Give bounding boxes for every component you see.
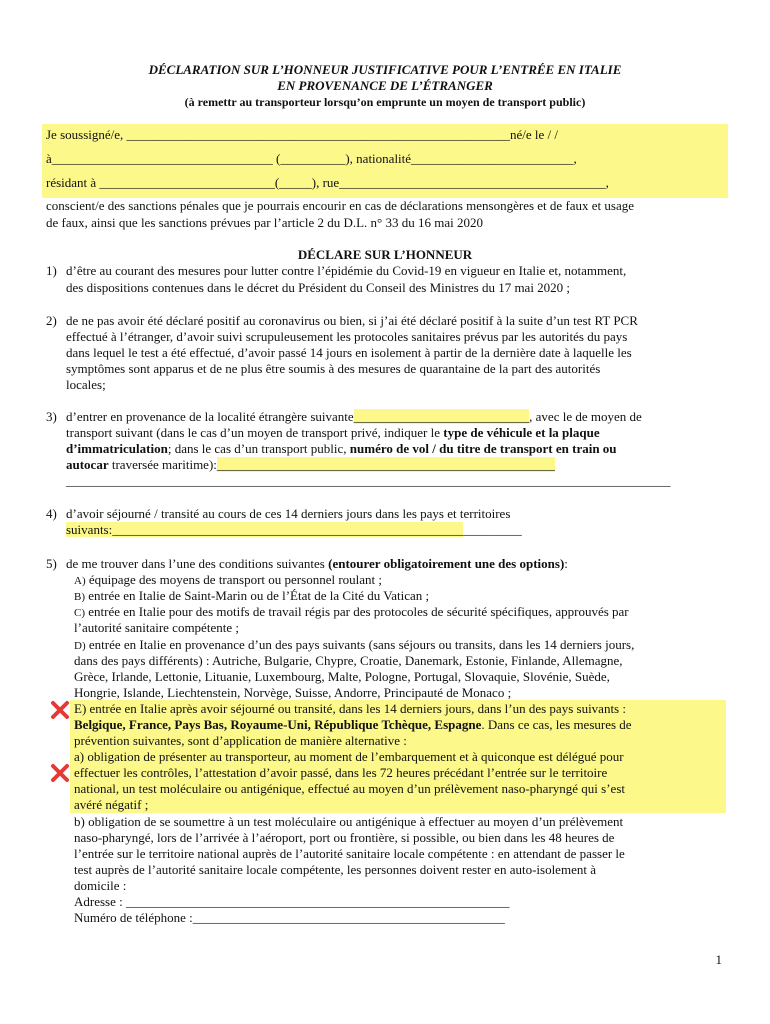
item2-line2: effectué à l’étranger, d’avoir suivi scrupuleusement les protocoles sanitaires prévus par les autorités du pays <box>66 329 628 344</box>
item4-line2 <box>66 522 522 538</box>
countries-visited-field[interactable]: ______________________________________________________ <box>112 522 464 537</box>
option-d[interactable] <box>74 637 634 654</box>
item3-bold-flight: numéro de vol / du titre de transport en train ou <box>349 441 617 456</box>
residence-street-field[interactable]: résidant à ___________________________(_____), rue_________________________________________, <box>46 175 609 190</box>
item1-number: 1) <box>46 263 57 278</box>
option-d-line3: Grèce, Irlande, Lettonie, Lituanie, Luxembourg, Malte, Pologne, Portugal, Slovaquie, Slovénie, Suède, <box>74 669 610 684</box>
item5-line1 <box>66 556 568 572</box>
intro-line1: conscient/e des sanctions pénales que je pourrais encourir en cas de déclarations mensongères et de faux et usage <box>46 198 635 213</box>
document-title-line2: EN PROVENANCE DE L’ÉTRANGER <box>277 78 493 93</box>
document-subtitle: (à remettr au transporteur lorsqu’on emprunte un moyen de transport public) <box>184 95 586 109</box>
option-a-text: équipage des moyens de transport ou personnel roulant ; <box>85 572 383 587</box>
address-field[interactable]: Adresse : ___________________________________________________________ <box>74 894 510 909</box>
option-e-line3: prévention suivantes, sont d’application de manière alternative : <box>74 733 407 748</box>
name-birthdate-field[interactable]: Je soussigné/e, ___________________________________________________________né/e le / / <box>46 127 559 142</box>
option-b-text: entrée en Italie de Saint-Marin ou de l’État de la Cité du Vatican ; <box>85 588 430 603</box>
item5-text: de me trouver dans l’une des conditions suivantes <box>66 556 329 571</box>
countries-visited-field-tail[interactable]: _________ <box>463 522 522 537</box>
option-ea-line3: national, un test moléculaire ou antigénique, effectué au moyen d’un prélèvement naso-pharyngé qui s’est <box>74 781 625 796</box>
item3-line1 <box>66 409 642 425</box>
item5-number: 5) <box>46 556 57 571</box>
item3-text-d: ; dans le cas d’un transport public, <box>167 441 350 456</box>
option-d-line4: Hongrie, Islande, Liechtenstein, Norvège, Suisse, Andorre, Principauté de Monaco ; <box>74 685 512 700</box>
option-a[interactable] <box>74 572 382 589</box>
option-c-letter: C) <box>74 607 85 619</box>
item2-line3: dans lequel le test a été effectué, d’avoir passé 14 jours en isolement à partir de la dernière date à laquelle les <box>66 345 632 360</box>
option-c[interactable] <box>74 604 629 621</box>
document-title-line1: DÉCLARATION SUR L’HONNEUR JUSTIFICATIVE POUR L’ENTRÉE EN ITALIE <box>148 62 622 77</box>
item3-line3 <box>66 441 617 457</box>
phone-field[interactable]: Numéro de téléphone :________________________________________________ <box>74 910 505 925</box>
intro-line2: de faux, ainsi que les sanctions prévues par l’article 2 du D.L. n° 33 du 16 mai 2020 <box>46 215 483 230</box>
item3-line4 <box>66 457 555 473</box>
item2-line4: symptômes sont apparus et de ne plus être soumis à des mesures de quarantaine de la part des autorités <box>66 361 601 376</box>
declare-heading: DÉCLARE SUR L’HONNEUR <box>297 247 473 262</box>
option-e-text: . Dans ce cas, les mesures de <box>481 717 632 732</box>
option-ea-line1: a) obligation de présenter au transporteur, au moment de l’embarquement et à quiconque est délégué pour <box>74 749 624 764</box>
option-eb-line4: test auprès de l’autorité sanitaire locale compétente, les personnes doivent rester en auto-isolement à <box>74 862 596 877</box>
page-number: 1 <box>715 952 722 967</box>
option-c-text: entrée en Italie pour des motifs de travail régis par des protocoles de sécurité spécifiques, approuvés par <box>85 604 629 619</box>
option-d-letter: D) <box>74 640 86 652</box>
item4-label: suivants: <box>66 522 113 537</box>
item2-number: 2) <box>46 313 57 328</box>
item1-line1: d’être au courant des mesures pour lutter contre l’épidémie du Covid-19 en vigueur en Italie et, notamment, <box>66 263 627 278</box>
option-e-line2 <box>74 717 632 733</box>
option-eb-line1: b) obligation de se soumettre à un test moléculaire ou antigénique à effectuer au moyen d’un prélèvement <box>74 814 624 829</box>
item3-line2 <box>66 425 600 441</box>
item4-number: 4) <box>46 506 57 521</box>
item3-bold-bus: autocar <box>66 457 109 472</box>
option-eb-line5: domicile : <box>74 878 127 893</box>
identity-fields <box>42 124 728 198</box>
x-mark-icon <box>50 763 70 783</box>
transport-details-field[interactable]: ____________________________________________________ <box>216 457 555 472</box>
item3-text-a: d’entrer en provenance de la localité étrangère suivante <box>66 409 354 424</box>
item5-bold-instruction: (entourer obligatoirement une des options) <box>328 556 565 571</box>
option-a-letter: A) <box>74 575 86 587</box>
option-b-letter: B) <box>74 591 85 603</box>
item3-number: 3) <box>46 409 57 424</box>
option-c-line2: l’autorité sanitaire compétente ; <box>74 620 239 635</box>
item3-text-e: traversée maritime): <box>108 457 217 472</box>
option-e-countries: Belgique, France, Pays Bas, Royaume-Uni, République Tchèque, Espagne <box>74 717 482 732</box>
item1-line2: des dispositions contenues dans le décret du Président du Conseil des Ministres du 17 mai 2020 ; <box>66 280 571 295</box>
option-d-line2: dans des pays différents) : Autriche, Bulgarie, Chypre, Croatie, Danemark, Estonie, Finlande, Allemagne, <box>74 653 623 668</box>
item3-text-c: transport suivant (dans le cas d’un moyen de transport privé, indiquer le <box>66 425 444 440</box>
item4-line1: d’avoir séjourné / transité au cours de ces 14 derniers jours dans les pays et territoires <box>66 506 511 521</box>
item2-line1: de ne pas avoir été déclaré positif au coronavirus ou bien, si j’ai été déclaré positif à la suite d’un test RT PCR <box>66 313 638 328</box>
option-eb-line2: naso-pharyngé, lors de l’arrivée à l’aéroport, port ou frontière, si possible, ou bien dans les 48 heures de <box>74 830 615 845</box>
option-b[interactable] <box>74 588 429 605</box>
transport-details-field-line2[interactable]: _____________________________________________________________________________________________ <box>66 473 671 488</box>
option-e-line1[interactable]: E) entrée en Italie après avoir séjourné ou transité, dans les 14 derniers jours, dans l’un des pays suivants : <box>74 701 626 716</box>
x-mark-icon <box>50 700 70 720</box>
item5-colon: : <box>564 556 568 571</box>
option-d-text: entrée en Italie en provenance d’un des pays suivants (sans séjours ou transits, dans les 14 derniers jours, <box>85 637 635 652</box>
option-ea-line4: avéré négatif ; <box>74 797 149 812</box>
option-eb-line3: l’entrée sur le territoire national auprès de l’autorité sanitaire locale compétente : en attendant de passer le <box>74 846 625 861</box>
birthplace-nationality-field[interactable]: à__________________________________ (__________), nationalité_________________________, <box>46 151 577 166</box>
item3-text-b: , avec le de moyen de <box>529 409 642 424</box>
item3-bold-vehicle: type de véhicule et la plaque <box>443 425 600 440</box>
item3-bold-registration: d’immatriculation <box>66 441 168 456</box>
option-ea-line2: effectuer les contrôles, l’attestation d’avoir passé, dans les 72 heures précédant l’entrée sur le territoire <box>74 765 608 780</box>
foreign-locality-field[interactable]: ___________________________ <box>353 409 530 424</box>
item2-line5: locales; <box>66 377 106 392</box>
